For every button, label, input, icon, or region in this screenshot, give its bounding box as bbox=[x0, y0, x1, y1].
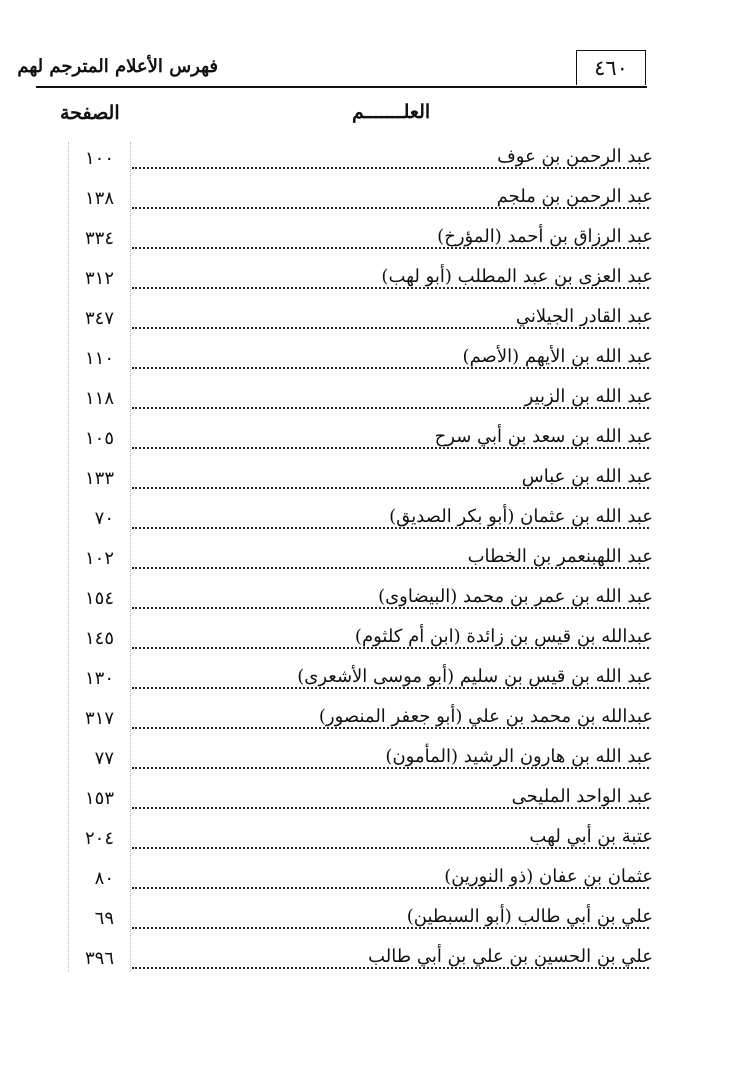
entry-page-number: ١٥٣ bbox=[84, 788, 114, 809]
dot-leader bbox=[132, 287, 649, 289]
column-header-page: الصفحة bbox=[60, 102, 120, 124]
dot-leader bbox=[132, 927, 649, 929]
dot-leader bbox=[132, 167, 649, 169]
index-entry bbox=[0, 942, 741, 982]
entry-name: عبد الواحد المليحى bbox=[506, 786, 653, 807]
index-entry bbox=[0, 702, 741, 742]
entry-page-number: ٣٣٤ bbox=[84, 228, 114, 249]
index-entry bbox=[0, 822, 741, 862]
entry-page-number: ١٤٥ bbox=[84, 628, 114, 649]
entry-name: عبد الله بن الزبير bbox=[519, 386, 653, 407]
entry-name: علي بن الحسين بن علي بن أبي طالب bbox=[362, 946, 653, 967]
entry-name: عبد الله بن هارون الرشيد (المأمون) bbox=[379, 746, 653, 767]
dot-leader bbox=[132, 687, 649, 689]
entry-name: عبد الله بن عمر بن محمد (البيضاوى) bbox=[372, 586, 653, 607]
entry-name: عبد الله بن قيس بن سليم (أبو موسى الأشعرى) bbox=[291, 666, 653, 687]
dot-leader bbox=[132, 207, 649, 209]
dot-leader bbox=[132, 807, 649, 809]
entry-page-number: ١١٨ bbox=[84, 388, 114, 409]
column-header-name: العلـــــــم bbox=[352, 101, 431, 123]
dot-leader bbox=[132, 367, 649, 369]
entry-name: عبد الرحمن بن عوف bbox=[491, 146, 653, 167]
entry-page-number: ٣٩٦ bbox=[84, 948, 114, 969]
dot-leader bbox=[132, 887, 649, 889]
index-entry bbox=[0, 182, 741, 222]
entry-name: عبدالله بن قيس بن زائدة (ابن أم كلثوم) bbox=[349, 626, 653, 647]
running-title: فهرس الأعلام المترجم لهم bbox=[17, 56, 218, 77]
index-entry bbox=[0, 342, 741, 382]
dot-leader bbox=[132, 407, 649, 409]
entry-name: عبد الله بن عباس bbox=[516, 466, 653, 487]
entry-page-number: ١٣٠ bbox=[84, 668, 114, 689]
entry-name: عبدالله بن محمد بن علي (أبو جعفر المنصور) bbox=[313, 706, 653, 727]
dot-leader bbox=[132, 567, 649, 569]
entry-page-number: ٧٠ bbox=[94, 508, 114, 529]
entry-page-number: ٣٤٧ bbox=[84, 308, 114, 329]
entry-name: عبد الله بن الأيهم (الأصم) bbox=[457, 346, 653, 367]
entry-name: عبد اللهبنعمر بن الخطاب bbox=[462, 546, 653, 567]
entry-name: عبد الرحمن بن ملجم bbox=[491, 186, 653, 207]
index-entry bbox=[0, 142, 741, 182]
entry-page-number: ٧٧ bbox=[94, 748, 114, 769]
entry-page-number: ١٠٥ bbox=[84, 428, 114, 449]
dot-leader bbox=[132, 847, 649, 849]
dot-leader bbox=[132, 327, 649, 329]
dot-leader bbox=[132, 607, 649, 609]
entry-page-number: ١٠٠ bbox=[84, 148, 114, 169]
entry-page-number: ٢٠٤ bbox=[84, 828, 114, 849]
index-entry bbox=[0, 422, 741, 462]
index-entry bbox=[0, 502, 741, 542]
page-number: ٤٦٠ bbox=[594, 56, 628, 80]
entry-page-number: ٨٠ bbox=[94, 868, 114, 889]
index-entry bbox=[0, 622, 741, 662]
entry-page-number: ١٠٢ bbox=[84, 548, 114, 569]
index-entry bbox=[0, 862, 741, 902]
entry-name: عبد القادر الجيلاني bbox=[510, 306, 653, 327]
entry-page-number: ١٣٣ bbox=[84, 468, 114, 489]
dot-leader bbox=[132, 447, 649, 449]
dot-leader bbox=[132, 767, 649, 769]
entry-page-number: ١٣٨ bbox=[84, 188, 114, 209]
index-entry bbox=[0, 782, 741, 822]
index-entry bbox=[0, 902, 741, 942]
dot-leader bbox=[132, 967, 649, 969]
index-entry bbox=[0, 302, 741, 342]
dot-leader bbox=[132, 527, 649, 529]
dot-leader bbox=[132, 727, 649, 729]
index-entry bbox=[0, 222, 741, 262]
entry-page-number: ٣١٢ bbox=[84, 268, 114, 289]
index-entries bbox=[0, 142, 741, 982]
page-number-box bbox=[576, 50, 646, 85]
entry-page-number: ١١٠ bbox=[84, 348, 114, 369]
dot-leader bbox=[132, 247, 649, 249]
entry-page-number: ٦٩ bbox=[94, 908, 114, 929]
entry-name: عبد الرزاق بن أحمد (المؤرخ) bbox=[431, 226, 653, 247]
index-entry bbox=[0, 582, 741, 622]
entry-name: علي بن أبي طالب (أبو السبطين) bbox=[401, 906, 653, 927]
index-entry bbox=[0, 262, 741, 302]
index-entry bbox=[0, 662, 741, 702]
index-entry bbox=[0, 742, 741, 782]
entry-name: عبد الله بن عثمان (أبو بكر الصديق) bbox=[383, 506, 653, 527]
entry-name: عثمان بن عفان (ذو النورين) bbox=[438, 866, 653, 887]
index-entry bbox=[0, 382, 741, 422]
entry-name: عتبة بن أبي لهب bbox=[523, 826, 653, 847]
dot-leader bbox=[132, 487, 649, 489]
index-entry bbox=[0, 542, 741, 582]
index-entry bbox=[0, 462, 741, 502]
dot-leader bbox=[132, 647, 649, 649]
entry-name: عبد الله بن سعد بن أبي سرح bbox=[429, 426, 653, 447]
entry-name: عبد العزى بن عبد المطلب (أبو لهب) bbox=[375, 266, 653, 287]
entry-page-number: ١٥٤ bbox=[84, 588, 114, 609]
entry-page-number: ٣١٧ bbox=[84, 708, 114, 729]
header-rule bbox=[36, 86, 647, 88]
